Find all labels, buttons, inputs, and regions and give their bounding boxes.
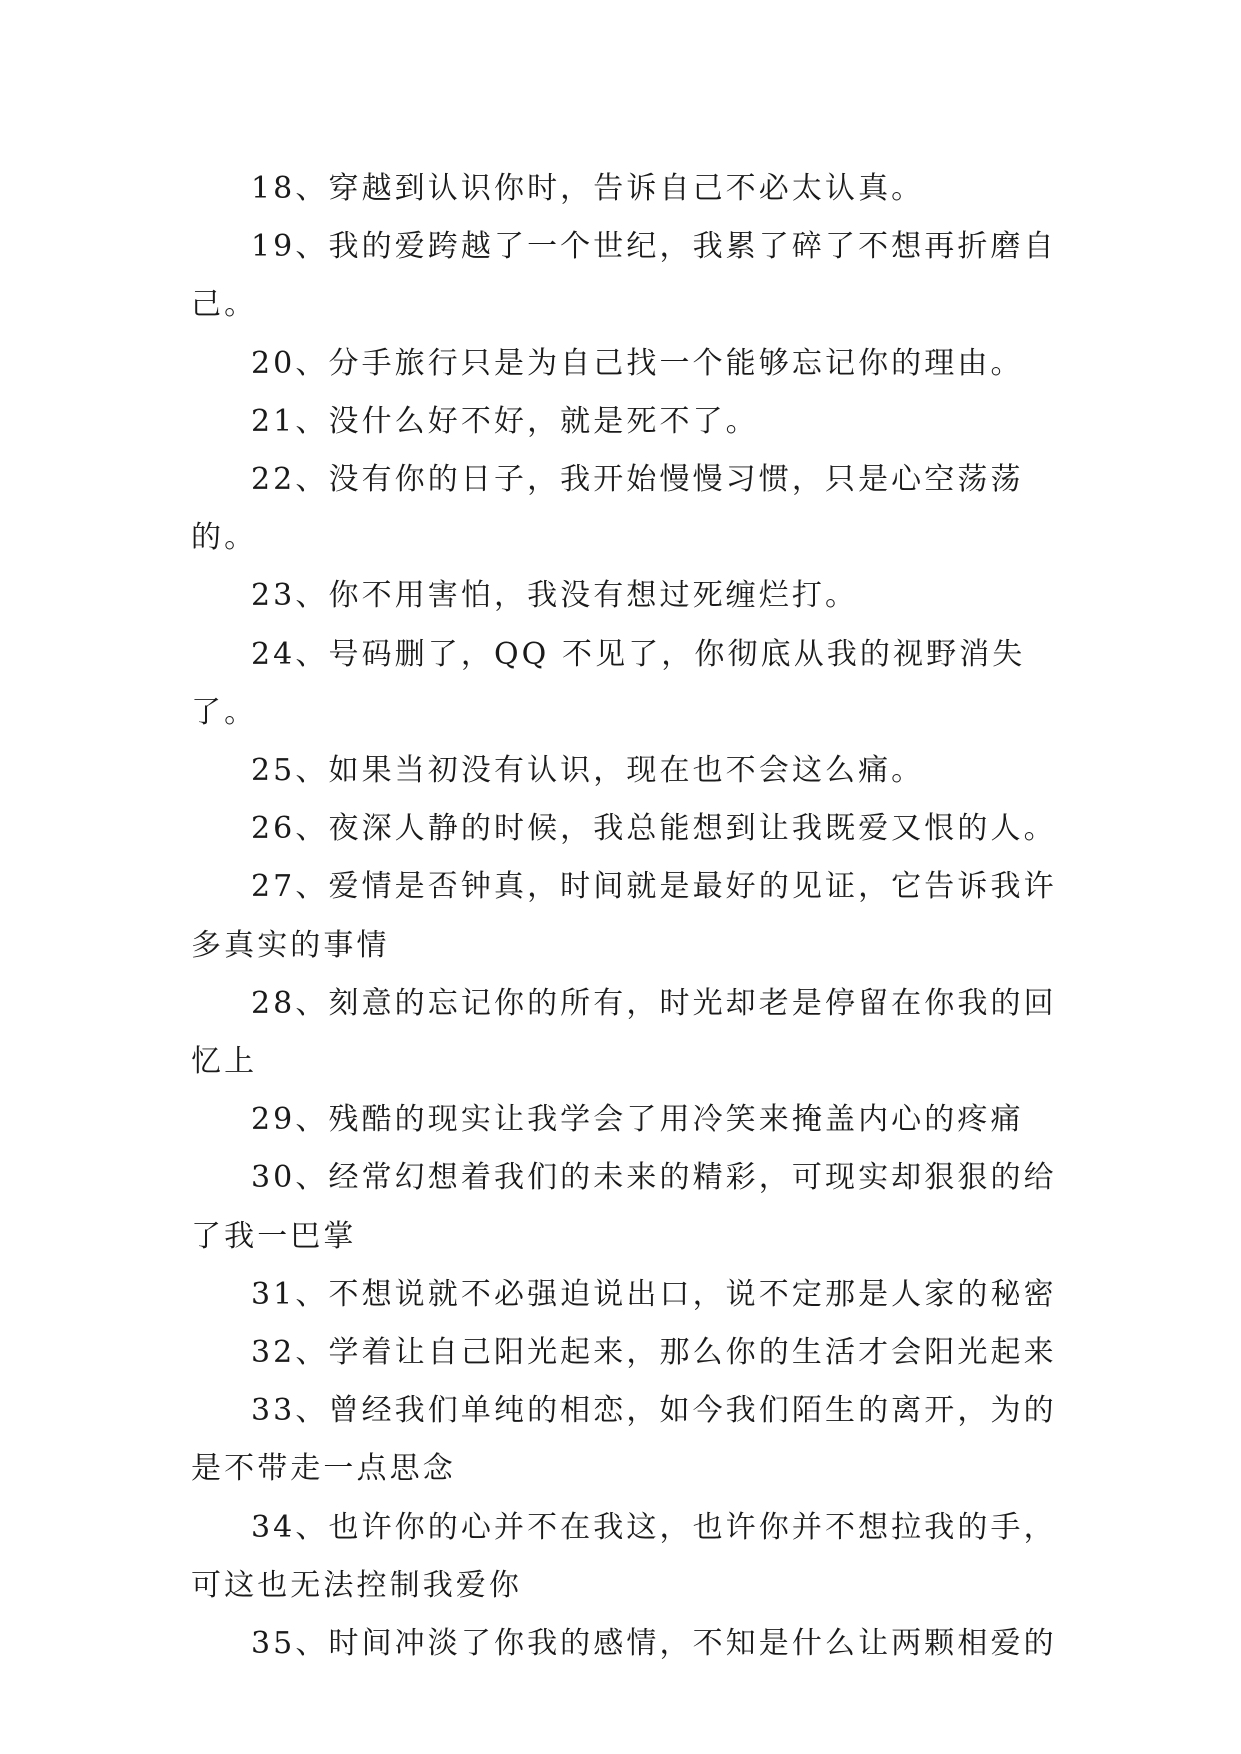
paragraph-22: 22、没有你的日子，我开始慢慢习惯，只是心空荡荡的。 xyxy=(191,462,1024,556)
paragraph-23: 23、你不用害怕，我没有想过死缠烂打。 xyxy=(251,578,859,614)
paragraph-31: 31、不想说就不必强迫说出口，说不定那是人家的秘密 xyxy=(251,1276,1057,1312)
paragraph-35: 35、时间冲淡了你我的感情，不知是什么让两颗相爱的 xyxy=(251,1626,1057,1662)
paragraph-20: 20、分手旅行只是为自己找一个能够忘记你的理由。 xyxy=(251,345,1024,381)
paragraph-28: 28、刻意的忘记你的所有，时光却老是停留在你我的回忆上 xyxy=(191,985,1057,1080)
paragraph-21: 21、没什么好不好，就是死不了。 xyxy=(251,403,759,439)
paragraph-26: 26、夜深人静的时候，我总能想到让我既爱又恨的人。 xyxy=(251,811,1057,847)
paragraph-29: 29、残酷的现实让我学会了用冷笑来掩盖内心的疼痛 xyxy=(251,1102,1024,1138)
paragraph-34: 34、也许你的心并不在我这，也许你并不想拉我的手，可这也无法控制我爱你 xyxy=(191,1509,1057,1603)
paragraph-33: 33、曾经我们单纯的相恋，如今我们陌生的离开，为的是不带走一点思念 xyxy=(191,1393,1057,1487)
document-body xyxy=(191,160,1071,1673)
paragraph-24: 24、号码删了，QQ 不见了，你彻底从我的视野消失了。 xyxy=(191,636,1026,730)
paragraph-30: 30、经常幻想着我们的未来的精彩，可现实却狠狠的给了我一巴掌 xyxy=(191,1160,1057,1254)
paragraph-25: 25、如果当初没有认识，现在也不会这么痛。 xyxy=(251,753,925,789)
paragraph-32: 32、学着让自己阳光起来，那么你的生活才会阳光起来 xyxy=(251,1335,1057,1371)
paragraph-19: 19、我的爱跨越了一个世纪，我累了碎了不想再折磨自己。 xyxy=(191,229,1057,323)
paragraph-27: 27、爱情是否钟真，时间就是最好的见证，它告诉我许多真实的事情 xyxy=(191,869,1057,963)
paragraph-18: 18、穿越到认识你时，告诉自己不必太认真。 xyxy=(251,171,925,206)
